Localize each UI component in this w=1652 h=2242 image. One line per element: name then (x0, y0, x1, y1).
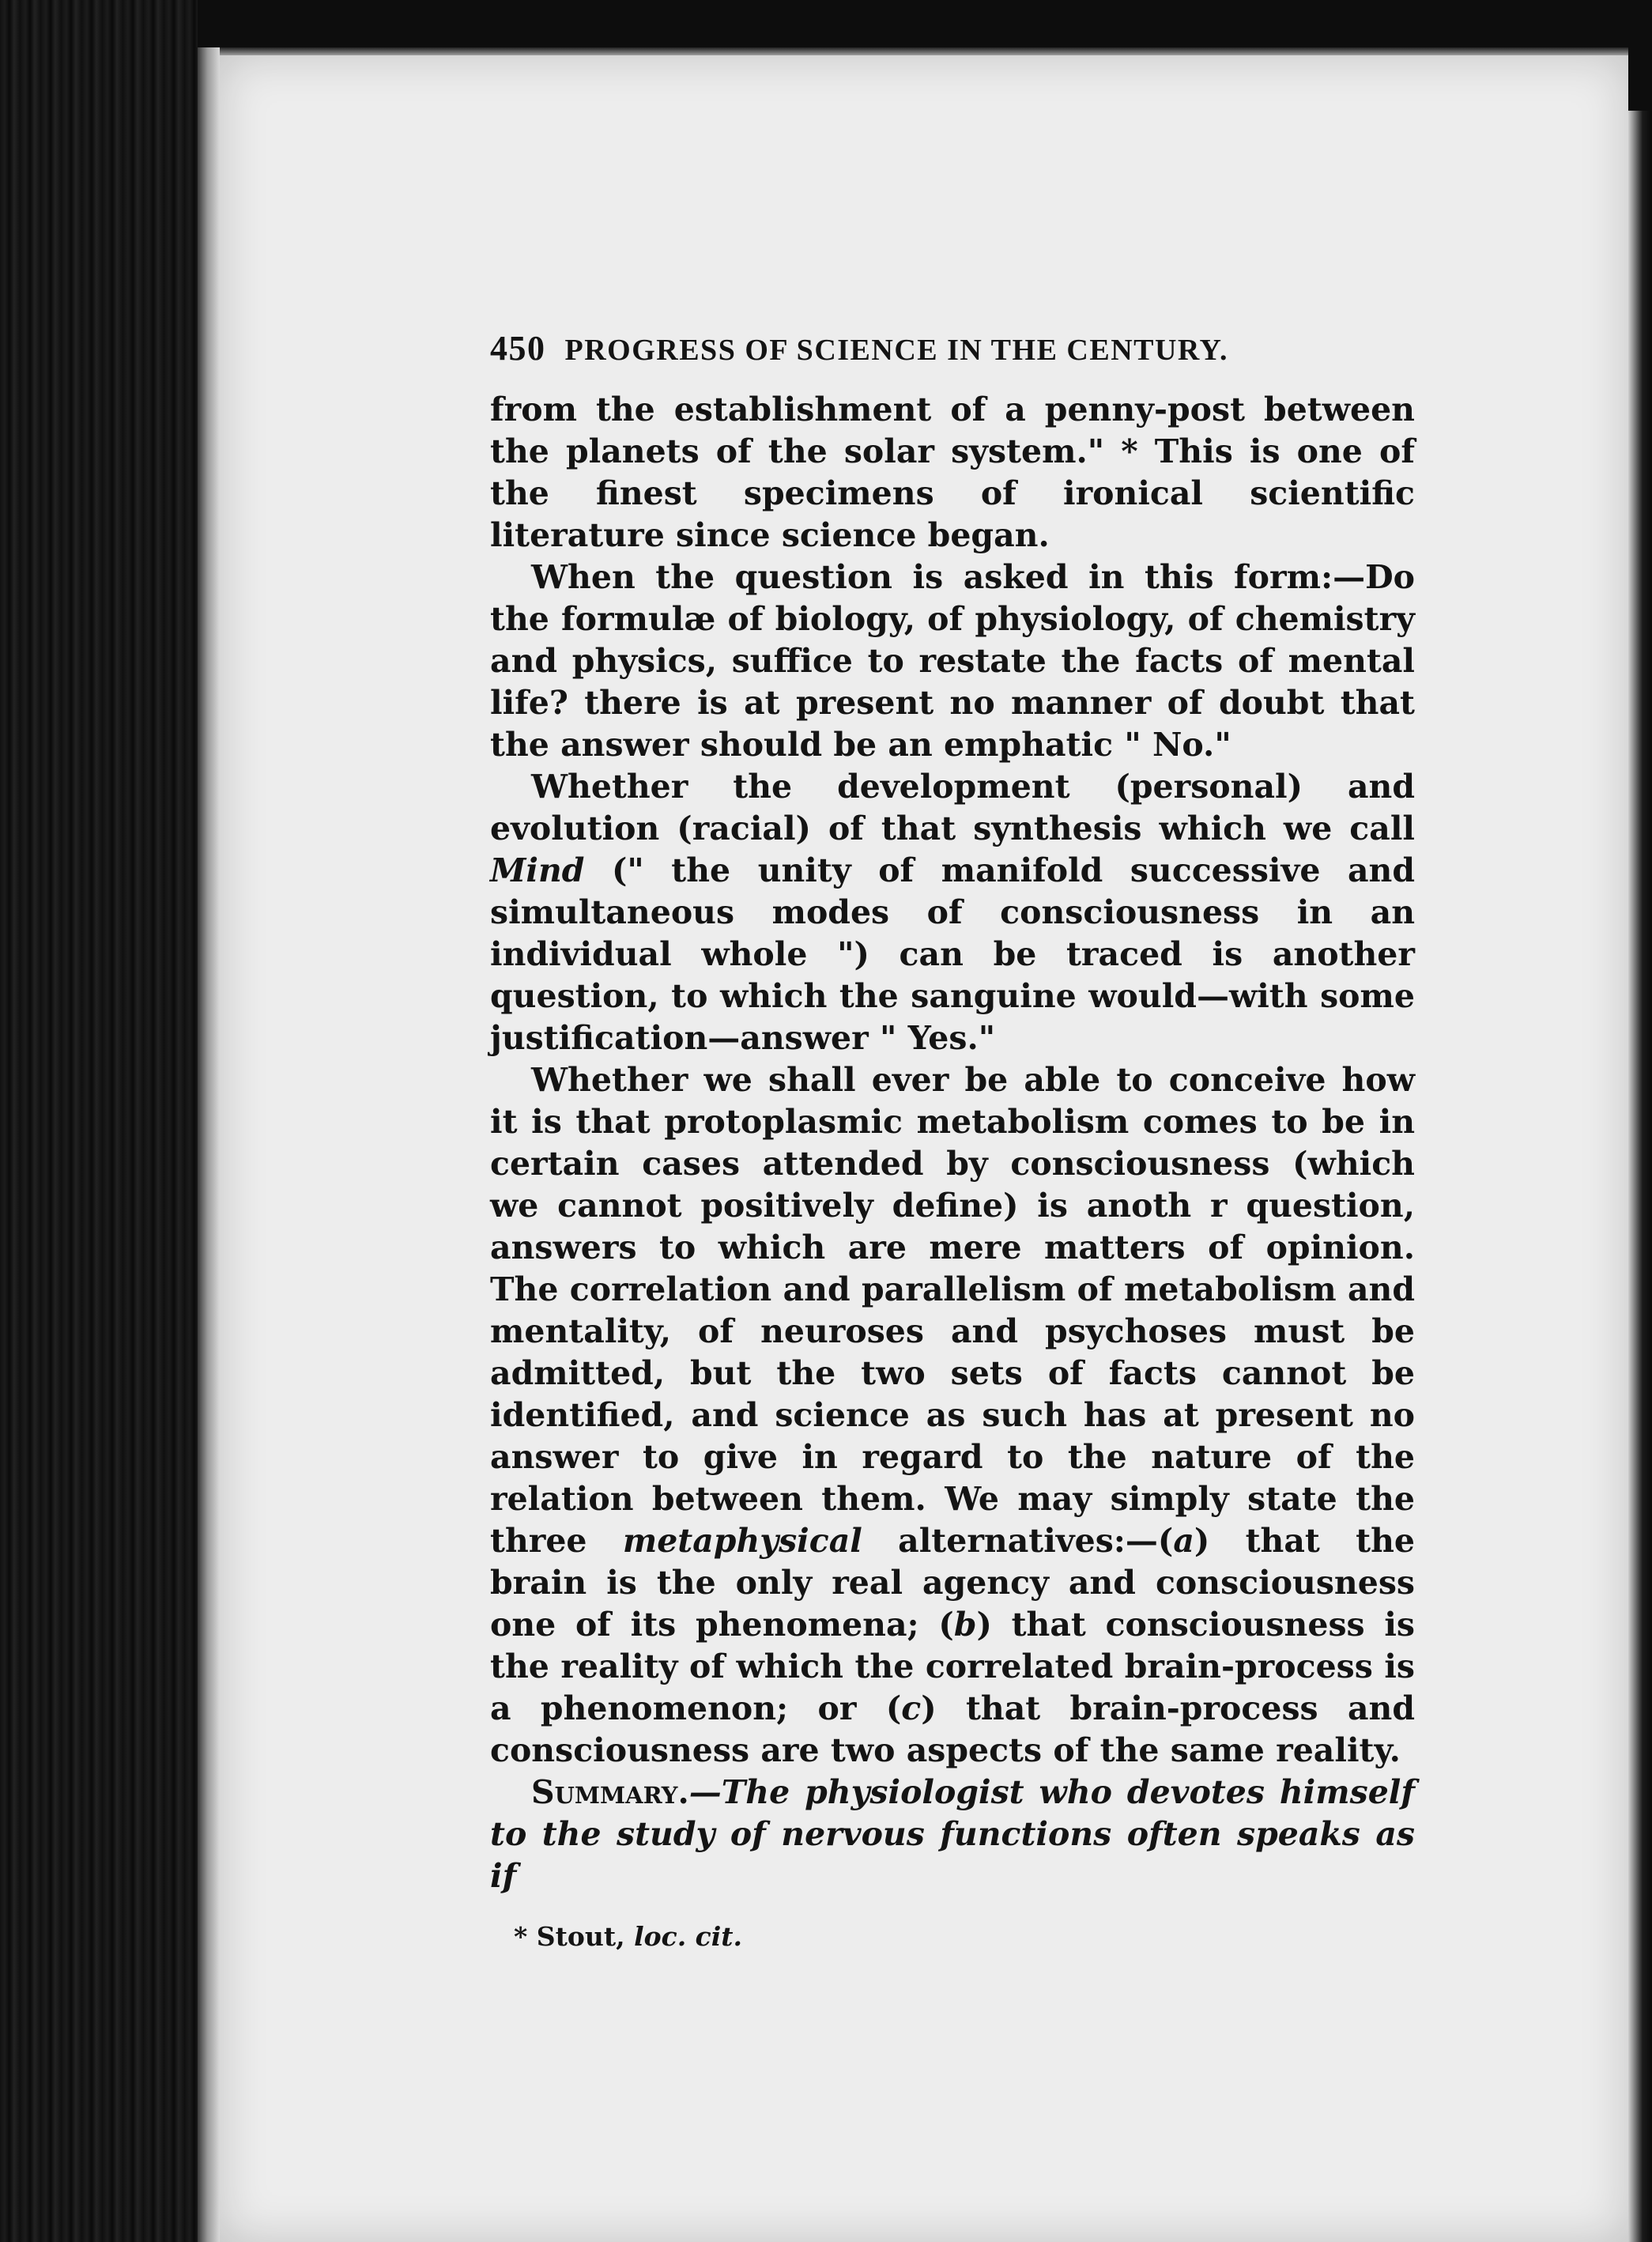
paragraph-2-text: When the question is asked in this form:—Do the formulæ of biology, of physiology, of chemistry and physics, suffice to restate the facts of mental life? there is at present no manner of doubt that the answer should be an emphatic " No." (490, 558, 1415, 764)
running-title: PROGRESS OF SCIENCE IN THE CENTURY. (564, 334, 1228, 367)
page-content (490, 324, 1415, 1954)
footnote-marker: * (514, 1921, 528, 1952)
paragraph-3-mind: Mind (490, 851, 585, 889)
page-right-edge (1628, 111, 1652, 2242)
paragraph-1 (490, 389, 1415, 557)
summary-paragraph (490, 1772, 1415, 1897)
running-head (490, 324, 1415, 373)
paragraph-4-text-d: ) that consciousness is the reality of which the correlated brain-process is a phenomenon; or ( (490, 1606, 1416, 1727)
paragraph-3 (490, 766, 1415, 1059)
footnote-author: Stout, (527, 1921, 635, 1952)
footnote-ref: loc. cit. (634, 1921, 743, 1952)
paragraph-4 (490, 1059, 1415, 1772)
body-text (490, 389, 1415, 1897)
book-binding-edge (0, 0, 198, 2242)
paragraph-4-letter-a: a (1173, 1522, 1194, 1560)
paragraph-4-text-b: alternatives:—( (862, 1522, 1174, 1560)
footnote (514, 1919, 1415, 1954)
paragraph-1-text: from the establishment of a penny-post between the planets of the solar system." * This is one of the finest specimens of ironical scientific literature since science began. (490, 391, 1415, 554)
paragraph-2 (490, 557, 1415, 766)
page-left-edge (198, 47, 220, 2242)
paragraph-4-letter-b: b (953, 1606, 977, 1644)
summary-text: —The physiologist who devotes himself to the study of nervous functions often speaks as if (490, 1773, 1415, 1895)
paragraph-4-letter-c: c (901, 1689, 922, 1727)
paragraph-4-metaphysical: metaphysical (622, 1522, 862, 1560)
paragraph-4-text-e: ) that brain-process and consciousness are two aspects of the same reality. (490, 1689, 1415, 1769)
page-number: 450 (490, 329, 546, 368)
summary-label: Summary. (531, 1773, 689, 1811)
paragraph-4-text-a: Whether we shall ever be able to conceive how it is that protoplasmic metabolism comes to be in certain cases attended by consciousness (which we cannot positively define) is anoth r question, answers to which are mere matters of opinion. The correlation and parallelism of metabolism and mentality, of neuroses and psychoses must be admitted, but the two sets of facts cannot be identified, and science as such has at present no answer to give in regard to the nature of the relation between them. We may simply state the three (490, 1061, 1415, 1560)
paragraph-3-text-b: (" the unity of manifold successive and simultaneous modes of consciousness in an individual whole ") can be traced is another question, to which the sanguine would—with some justification—answer " Yes." (490, 851, 1415, 1057)
paragraph-3-text-a: Whether the development (personal) and evolution (racial) of that synthesis which we call (490, 768, 1415, 847)
paragraph-4-text-c: ) that the brain is the only real agency and consciousness one of its phenomena; ( (490, 1522, 1415, 1644)
